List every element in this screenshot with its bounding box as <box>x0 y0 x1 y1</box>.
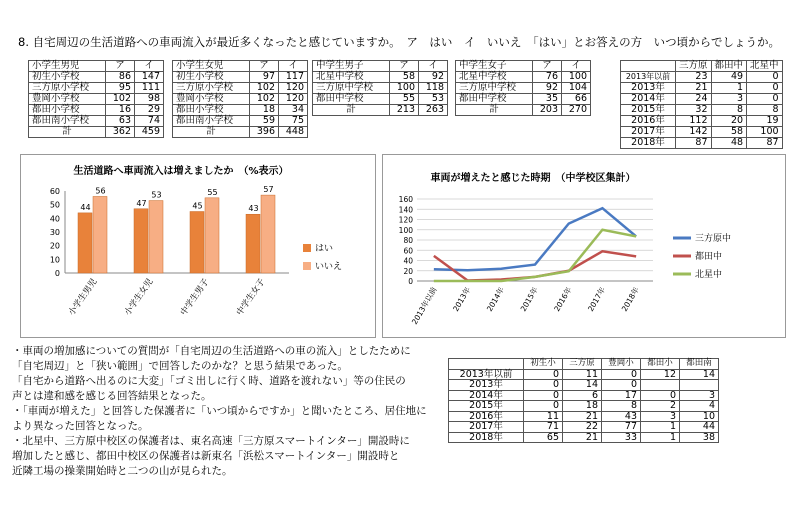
y-tick-label: 0 <box>54 269 60 278</box>
y-tick-label: 0 <box>408 277 413 286</box>
table-header-row <box>29 61 164 72</box>
table-cell: 35 <box>533 94 562 105</box>
table-cell: 102 <box>250 94 279 105</box>
table-row <box>29 83 164 94</box>
table-years <box>620 60 783 149</box>
table-cell: 59 <box>250 116 279 127</box>
table-header-cell: 北星中 <box>747 61 783 72</box>
table-header-cell: 小学生女児 <box>173 61 250 72</box>
table-row <box>456 94 591 105</box>
data-label: 45 <box>192 201 203 211</box>
table-header-row <box>173 61 308 72</box>
table-row <box>621 116 783 127</box>
table-header-cell: 三方原 <box>563 359 602 370</box>
y-tick-label: 40 <box>49 214 60 224</box>
x-tick-label: 2014年 <box>484 285 507 314</box>
table-cell: 33 <box>602 432 641 443</box>
table-header-row <box>313 61 448 72</box>
table-cell: 3 <box>641 411 680 422</box>
table-cell: 0 <box>747 94 783 105</box>
x-tick-label: 2018年 <box>619 285 641 314</box>
table-cell: 65 <box>524 432 563 443</box>
data-label: 56 <box>95 186 106 196</box>
table-cell: 初生小学校 <box>29 72 106 83</box>
y-tick-label: 60 <box>403 246 413 256</box>
bar <box>93 196 107 273</box>
y-tick-label: 20 <box>49 241 60 251</box>
table-header-cell <box>621 61 676 72</box>
table-row <box>29 127 164 138</box>
table-cell: 86 <box>106 72 135 83</box>
table-header-row <box>456 61 591 72</box>
table-header-cell: イ <box>419 61 448 72</box>
table-cell: 32 <box>676 105 712 116</box>
x-tick-label: 中学生女子 <box>234 276 268 318</box>
table-cell: 21 <box>676 83 712 94</box>
table-cell: 21 <box>563 411 602 422</box>
table-cell: 75 <box>279 116 308 127</box>
table-cell: 34 <box>279 105 308 116</box>
data-label: 47 <box>136 198 147 208</box>
chart-title: 車両が増えたと感じた時期 （中学校区集計） <box>430 173 636 184</box>
table-cell: 44 <box>680 422 719 433</box>
table-cell: 北星中学校 <box>313 72 390 83</box>
table-row <box>313 105 448 116</box>
note-line: 増加したと感じ、都田中校区の保護者は新東名「浜松スマートインター」開設時と <box>12 450 400 462</box>
legend-label: 北星中 <box>695 270 723 280</box>
data-label: 53 <box>151 190 162 200</box>
legend-label: はい <box>315 244 334 254</box>
note-line: 「自宅から道路へ出るのに大変」「ゴミ出しに行く時、道路を渡れない」等の住民の <box>12 375 406 387</box>
table-header-cell: 都田南 <box>680 359 719 370</box>
table-cell: 北星中学校 <box>456 72 533 83</box>
x-tick-label: 小学生男児 <box>66 276 100 318</box>
table-cell: 24 <box>676 94 712 105</box>
table-cell: 3 <box>680 390 719 401</box>
table-row <box>449 401 719 412</box>
table-cell: 74 <box>135 116 164 127</box>
table-header-cell <box>449 359 524 370</box>
table-row <box>29 105 164 116</box>
table-cell: 三方原小学校 <box>173 83 250 94</box>
note-line: ・北星中、三方原中校区の保護者は、東名高速「三方原スマートインター」開設時に <box>12 435 410 447</box>
chart-title: 生活道路へ車両流入は増えましたか （%表示） <box>73 166 289 177</box>
notes-text <box>12 344 437 479</box>
legend-label: 都田中 <box>695 252 723 262</box>
table-header-cell: 初生小 <box>524 359 563 370</box>
table-row <box>449 380 719 391</box>
table-cell: 2 <box>641 401 680 412</box>
table-cell: 2016年 <box>621 116 676 127</box>
y-tick-label: 60 <box>49 187 60 196</box>
table-row <box>29 72 164 83</box>
table-cell: 2014年 <box>449 390 524 401</box>
table-cell: 77 <box>602 422 641 433</box>
table-row <box>173 83 308 94</box>
table-cell: 三方原小学校 <box>29 83 106 94</box>
table-cell: 11 <box>563 369 602 380</box>
x-tick-label: 2017年 <box>586 285 608 314</box>
table-cell: 16 <box>106 105 135 116</box>
table-header-cell: ア <box>533 61 562 72</box>
x-tick-label: 小学生女児 <box>122 276 156 318</box>
table-cell: 0 <box>747 72 783 83</box>
table-cell: 17 <box>602 390 641 401</box>
x-tick-label: 中学生男子 <box>178 276 212 318</box>
data-label: 57 <box>263 185 274 195</box>
note-line: より異なった回答となった。 <box>12 420 149 432</box>
note-line: 声とは違和感を感じる回答結果となった。 <box>12 390 212 402</box>
table-cell: 38 <box>680 432 719 443</box>
note-line: ・「車両が増えた」と回答した保護者に「いつ頃からですか」と聞いたところ、居住地に <box>12 405 427 417</box>
table-cell: 2013年 <box>449 380 524 391</box>
table-cell: 100 <box>390 83 419 94</box>
table-cell: 147 <box>135 72 164 83</box>
table-cell: 87 <box>676 138 712 149</box>
table-cell: 58 <box>711 127 747 138</box>
table-cell: 18 <box>250 105 279 116</box>
table-cell: 豊岡小学校 <box>173 94 250 105</box>
table-cell: 29 <box>135 105 164 116</box>
table-cell: 102 <box>106 94 135 105</box>
table-boys <box>28 60 164 138</box>
table-cell: 55 <box>390 94 419 105</box>
table-row <box>456 72 591 83</box>
table-cell: 58 <box>390 72 419 83</box>
x-tick-label: 2013年 <box>451 285 473 314</box>
legend-label: いいえ <box>315 262 343 272</box>
table-cell: 0 <box>602 380 641 391</box>
table-cell: 104 <box>562 83 591 94</box>
table-cell: 459 <box>135 127 164 138</box>
table-cell: 2013年以前 <box>449 369 524 380</box>
table-row <box>621 138 783 149</box>
table-cell: 100 <box>747 127 783 138</box>
table-cell: 都田南小学校 <box>173 116 250 127</box>
x-tick-label: 2015年 <box>518 285 540 314</box>
table-cell: 0 <box>524 369 563 380</box>
bar <box>261 195 275 273</box>
table-cell: 2017年 <box>621 127 676 138</box>
table-header-cell: 豊岡小 <box>602 359 641 370</box>
note-line: ・車両の増加感についての質問が「自宅周辺の生活道路への車の流入」としたために <box>12 345 411 357</box>
table-cell: 48 <box>711 138 747 149</box>
table-cell: 21 <box>563 432 602 443</box>
bar <box>134 209 148 273</box>
table-cell: 0 <box>524 390 563 401</box>
table-header-cell: イ <box>562 61 591 72</box>
table-header-cell: ア <box>250 61 279 72</box>
table-cell: 53 <box>419 94 448 105</box>
table-row <box>313 94 448 105</box>
table-cell: 43 <box>602 411 641 422</box>
table-cell: 97 <box>250 72 279 83</box>
data-label: 55 <box>207 187 218 197</box>
y-tick-label: 160 <box>398 195 413 204</box>
y-tick-label: 10 <box>49 255 60 265</box>
table-cell: 92 <box>533 83 562 94</box>
table-row <box>621 83 783 94</box>
legend-swatch <box>303 244 311 252</box>
y-tick-label: 140 <box>398 205 413 215</box>
table-cell: 98 <box>135 94 164 105</box>
question-text: 8. 自宅周辺の生活道路への車両流入が最近多くなったと感じていますか。 ア はい イ いいえ 「はい」とお答えの方 いつ頃からでしょうか。 <box>18 35 781 49</box>
table-header-cell: 都田小 <box>641 359 680 370</box>
table-cell: 三方原中学校 <box>456 83 533 94</box>
table-row <box>621 127 783 138</box>
bar <box>78 213 92 273</box>
x-tick-label: 2016年 <box>552 285 574 314</box>
y-tick-label: 120 <box>398 215 413 225</box>
table-cell: 0 <box>524 401 563 412</box>
table-cell: 120 <box>279 94 308 105</box>
table-cell: 11 <box>524 411 563 422</box>
table-row <box>449 369 719 380</box>
table-cell: 111 <box>135 83 164 94</box>
table-cell: 396 <box>250 127 279 138</box>
table-row <box>449 432 719 443</box>
table-cell: 92 <box>419 72 448 83</box>
table-cell: 120 <box>279 83 308 94</box>
table-cell: 19 <box>747 116 783 127</box>
y-tick-label: 80 <box>403 236 413 245</box>
table-cell: 2016年 <box>449 411 524 422</box>
table-jh-girls <box>455 60 591 116</box>
table-header-row <box>449 359 719 370</box>
table-cell: 118 <box>419 83 448 94</box>
table-header-cell: ア <box>390 61 419 72</box>
table-girls <box>172 60 308 138</box>
table-row <box>621 72 783 83</box>
table-cell: 6 <box>563 390 602 401</box>
table-cell: 448 <box>279 127 308 138</box>
table-cell: 0 <box>602 369 641 380</box>
data-label: 44 <box>80 202 91 212</box>
y-tick-label: 40 <box>403 256 413 266</box>
table-header-cell: 中学生女子 <box>456 61 533 72</box>
y-tick-label: 100 <box>398 225 413 235</box>
table-row <box>173 116 308 127</box>
series-line <box>434 208 636 270</box>
table-cell: 112 <box>676 116 712 127</box>
table-cell: 2013年以前 <box>621 72 676 83</box>
note-line: 近隣工場の操業開始時と二つの山が見られた。 <box>12 465 233 477</box>
table-cell: 362 <box>106 127 135 138</box>
table-cell: 8 <box>711 105 747 116</box>
table-cell: 0 <box>524 380 563 391</box>
table-cell: 2014年 <box>621 94 676 105</box>
y-tick-label: 30 <box>49 228 60 237</box>
table-cell: 23 <box>676 72 712 83</box>
y-tick-label: 50 <box>49 200 60 210</box>
table-cell: 都田中学校 <box>313 94 390 105</box>
table-row <box>173 105 308 116</box>
data-label: 43 <box>248 204 259 214</box>
table-cell: 0 <box>747 83 783 94</box>
table-cell: 計 <box>173 127 250 138</box>
table-cell: 計 <box>313 105 390 116</box>
series-line <box>434 230 636 281</box>
table-cell: 213 <box>390 105 419 116</box>
table-cell: 270 <box>562 105 591 116</box>
table-row <box>313 72 448 83</box>
x-tick-label: 2013年以前 <box>409 285 439 327</box>
table-cell: 初生小学校 <box>173 72 250 83</box>
table-header-cell: イ <box>135 61 164 72</box>
table-row <box>173 127 308 138</box>
table-cell: 三方原中学校 <box>313 83 390 94</box>
table-row <box>449 390 719 401</box>
table-cell: 2017年 <box>449 422 524 433</box>
table-cell: 49 <box>711 72 747 83</box>
table-cell: 4 <box>680 401 719 412</box>
bar <box>190 212 204 274</box>
table-cell: 12 <box>641 369 680 380</box>
table-cell: 2018年 <box>621 138 676 149</box>
note-line: 「自宅周辺」と「狭い範囲」で回答したのかな？と思う結果であった。 <box>12 360 348 372</box>
table-cell: 豊岡小学校 <box>29 94 106 105</box>
table-cell: 2015年 <box>449 401 524 412</box>
table-row <box>449 411 719 422</box>
table-cell: 8 <box>747 105 783 116</box>
table-cell: 14 <box>680 369 719 380</box>
bar <box>205 198 219 273</box>
y-tick-label: 20 <box>403 266 413 276</box>
table-row <box>621 94 783 105</box>
table-row <box>456 105 591 116</box>
table-row <box>456 83 591 94</box>
table-cell: 100 <box>562 72 591 83</box>
table-cell: 10 <box>680 411 719 422</box>
table-header-cell: イ <box>279 61 308 72</box>
table-row <box>29 116 164 127</box>
table-cell <box>641 380 680 391</box>
table-cell: 都田中学校 <box>456 94 533 105</box>
table-cell: 87 <box>747 138 783 149</box>
table-cell: 2013年 <box>621 83 676 94</box>
table-jh-boys <box>312 60 448 116</box>
table-row <box>173 72 308 83</box>
table-cell: 0 <box>641 390 680 401</box>
table-cell: 計 <box>456 105 533 116</box>
legend-label: 三方原中 <box>695 234 732 244</box>
table-row <box>621 105 783 116</box>
table-cell: 71 <box>524 422 563 433</box>
table-cell: 203 <box>533 105 562 116</box>
table-cell: 142 <box>676 127 712 138</box>
table-header-row <box>621 61 783 72</box>
table-row <box>449 422 719 433</box>
table-cell: 20 <box>711 116 747 127</box>
table-schools <box>448 358 719 443</box>
bar <box>149 201 163 273</box>
table-cell: 117 <box>279 72 308 83</box>
table-header-cell: 三方原 <box>676 61 712 72</box>
table-cell: 14 <box>563 380 602 391</box>
table-cell: 都田小学校 <box>29 105 106 116</box>
table-row <box>173 94 308 105</box>
table-header-cell: 小学生男児 <box>29 61 106 72</box>
table-cell: 都田南小学校 <box>29 116 106 127</box>
legend-swatch <box>303 262 311 270</box>
bar-chart <box>20 154 376 338</box>
table-header-cell: 都田中 <box>711 61 747 72</box>
table-cell: 3 <box>711 94 747 105</box>
bar <box>246 214 260 273</box>
table-cell: 2015年 <box>621 105 676 116</box>
table-cell: 都田小学校 <box>173 105 250 116</box>
table-cell: 8 <box>602 401 641 412</box>
table-cell: 66 <box>562 94 591 105</box>
table-cell: 102 <box>250 83 279 94</box>
table-row <box>29 94 164 105</box>
table-cell: 1 <box>641 432 680 443</box>
table-cell: 63 <box>106 116 135 127</box>
table-cell: 1 <box>641 422 680 433</box>
line-chart <box>382 154 786 338</box>
table-cell: 22 <box>563 422 602 433</box>
table-cell: 18 <box>563 401 602 412</box>
table-cell: 計 <box>29 127 106 138</box>
table-cell: 76 <box>533 72 562 83</box>
table-cell: 2018年 <box>449 432 524 443</box>
table-cell <box>680 380 719 391</box>
table-header-cell: 中学生男子 <box>313 61 390 72</box>
table-row <box>313 83 448 94</box>
table-cell: 1 <box>711 83 747 94</box>
table-cell: 95 <box>106 83 135 94</box>
table-header-cell: ア <box>106 61 135 72</box>
table-cell: 263 <box>419 105 448 116</box>
